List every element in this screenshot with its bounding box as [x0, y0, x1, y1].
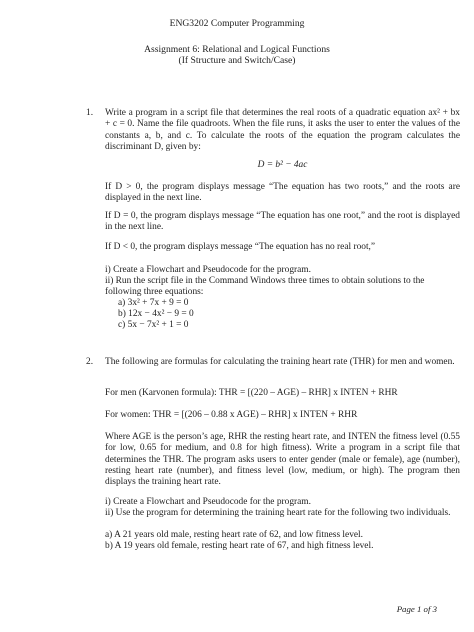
q1-case-negative: If D < 0, the program displays message “The equation has no real root,” — [105, 242, 376, 252]
assignment-subtitle: (If Structure and Switch/Case) — [178, 55, 296, 66]
q2-case-b: b) A 19 years old female, resting heart rate of 67, and high fitness level. — [105, 541, 374, 551]
q2-men-formula: For men (Karvonen formula): THR = [(220 – AGE) – RHR] x INTEN + RHR — [105, 388, 398, 398]
course-title: ENG3202 Computer Programming — [169, 18, 305, 29]
assignment-title: Assignment 6: Relational and Logical Functions — [144, 44, 330, 55]
q1-equation-a: a) 3x² + 7x + 9 = 0 — [118, 298, 189, 308]
q2-case-a: a) A 21 years old male, resting heart rate of 62, and low fitness level. — [105, 530, 363, 540]
q1-equation-b: b) 12x − 4x² − 9 = 0 — [118, 309, 194, 319]
q1-task-i: i) Create a Flowchart and Pseudocode for the program. — [105, 265, 311, 275]
q2-where: Where AGE is the person’s age, RHR the resting heart rate, and INTEN the fitness level (0.55 for low, 0.65 for medium, and 0.8 for high fitness). Write a program in a script file that determines the THR. The program asks users to enter gender (male or female), age (number), resting heart rate (number), and fitness level (low, medium, or high). The program then displays the training heart rate. — [105, 432, 460, 488]
q1-case-zero: If D = 0, the program displays message “The equation has one root,” and the root is displayed in the next line. — [105, 211, 460, 233]
q1-equation-c: c) 5x − 7x² + 1 = 0 — [118, 320, 189, 330]
page-number: Page 1 of 3 — [396, 604, 437, 614]
q1-number: 1. — [86, 108, 94, 118]
q2-task-i: i) Create a Flowchart and Pseudocode for the program. — [105, 497, 311, 507]
q1-case-positive: If D > 0, the program displays message “The equation has two roots,” and the roots are displayed in the next line. — [105, 182, 460, 204]
q1-task-ii: ii) Run the script file in the Command Windows three times to obtain solutions to the following three equations: — [105, 276, 425, 298]
q2-task-ii: ii) Use the program for determining the training heart rate for the following two individuals. — [105, 508, 451, 518]
q2-women-formula: For women: THR = [(206 – 0.88 x AGE) – RHR] x INTEN + RHR — [105, 410, 358, 420]
q2-intro: The following are formulas for calculating the training heart rate (THR) for men and women. — [105, 357, 455, 367]
q2-number: 2. — [86, 357, 94, 367]
q1-intro: Write a program in a script file that determines the real roots of a quadratic equation ax² + bx + c = 0. Name the file quadroots. When the file runs, it asks the user to enter the values of the constants a, b, and c. To calculate the roots of the equation the program calculates the discriminant D, given by: — [105, 108, 460, 152]
q1-formula: D = b² − 4ac — [257, 160, 308, 170]
